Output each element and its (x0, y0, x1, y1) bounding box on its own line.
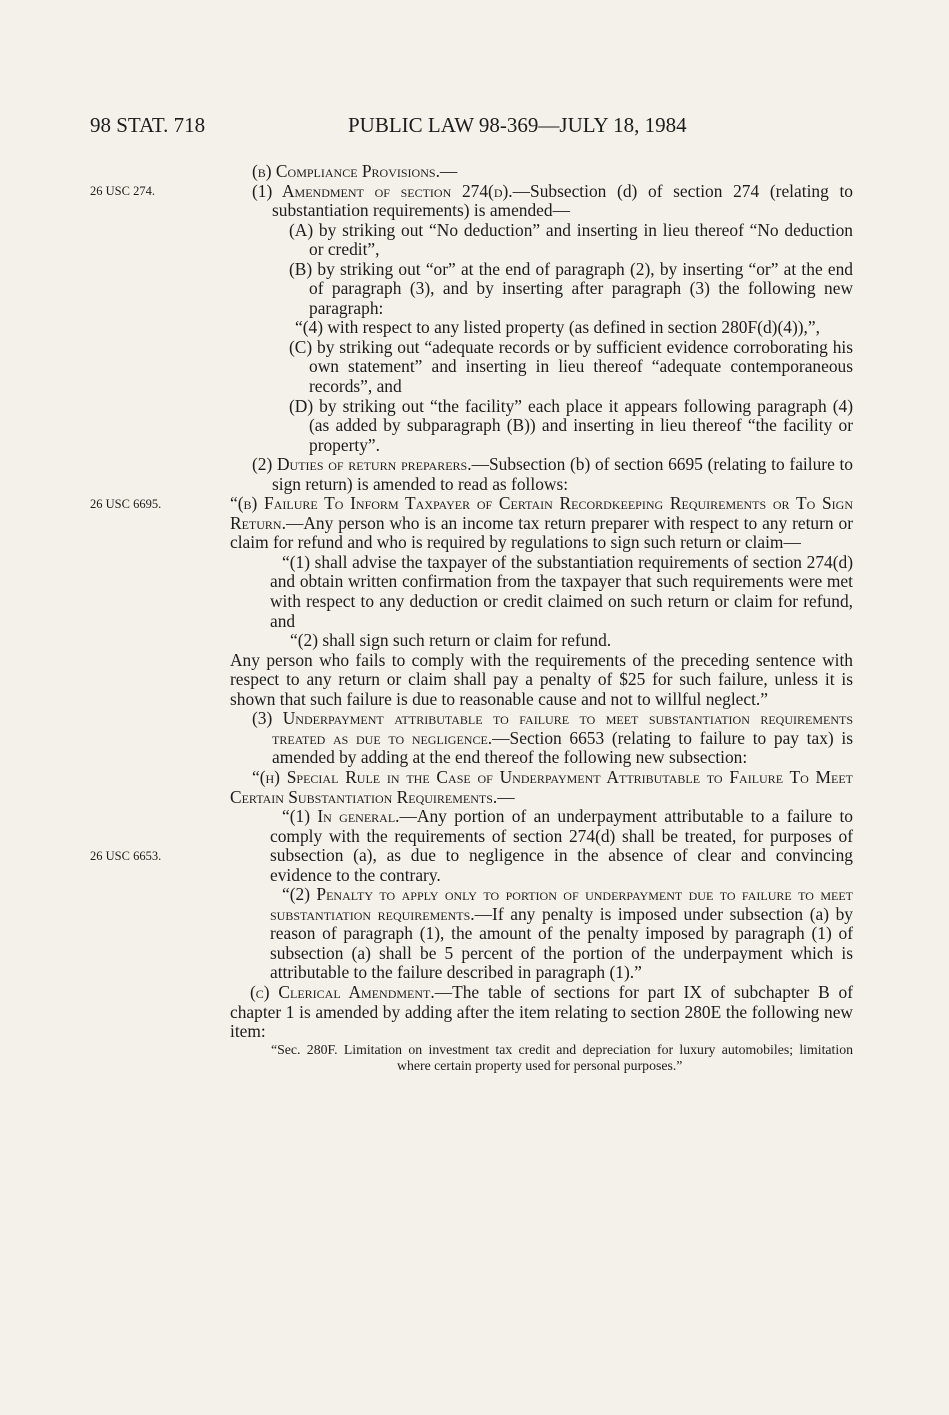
quoted-subsection-h-heading: “(h) Special Rule in the Case of Underpayment Attributable to Failure To Meet Certain Substantiation Requirements. (230, 766, 853, 807)
document-body (232, 162, 853, 1074)
clerical-heading: (c) Clerical Amendment. (250, 981, 435, 1002)
table-of-sections-item-280f: “Sec. 280F. Limitation on investment tax credit and depreciation for luxury automobiles; limitation where certain property used for personal purposes.” (271, 1041, 853, 1073)
clerical-text: —The table of sections for part IX of subchapter B of chapter 1 is amended by adding after the item relating to section 280E the following new item: (230, 981, 853, 1042)
h2-heading: “(2) Penalty to apply only to portion of underpayment due to failure to meet substantiation requirements. (270, 884, 853, 924)
paragraph-1-amendment-274d (232, 182, 853, 221)
stat-page-number: 98 STAT. 718 (90, 113, 206, 137)
quoted-subsection-b (230, 494, 853, 553)
h1-heading: “(1) In general. (282, 806, 400, 827)
quoted-h1-in-general (232, 807, 853, 885)
paragraph-2-heading: (2) Duties of return preparers. (252, 454, 472, 475)
subparagraph-c: (C) by striking out “adequate records or by sufficient evidence corroborating his own statement” and inserting in lieu thereof “adequate contemporaneous records”, and (289, 336, 853, 397)
subparagraph-d: (D) by striking out “the facility” each place it appears following paragraph (4) (as added by subparagraph (B)) and inserting in lieu thereof “the facility or property”. (289, 395, 853, 455)
quoted-paragraph-4: “(4) with respect to any listed property (as defined in section 280F(d)(4)),”, (295, 317, 820, 338)
quoted-subsection-h (230, 768, 853, 807)
quoted-item-1-advise-taxpayer: “(1) shall advise the taxpayer of the substantiation requirements of section 274(d) and obtain written confirmation from the taxpayer that such requirements were met with respect to any deduction or credit claimed on such return or claim for refund, and (270, 551, 853, 631)
clerical-amendment (230, 983, 853, 1042)
paragraph-2-duties-of-preparers (232, 455, 853, 494)
paragraph-1-text: —Subsection (d) of section 274 (relating to substantiation requirements) is amended— (272, 180, 853, 221)
paragraph-3-underpayment (232, 709, 853, 768)
margin-note-6653: 26 USC 6653. (90, 849, 162, 863)
paragraph-1-heading: (1) Amendment of section 274(d). (252, 180, 513, 201)
compliance-provisions-heading (232, 162, 853, 182)
quoted-h2-penalty (232, 885, 853, 983)
quoted-subsection-h-dash: — (497, 786, 515, 807)
subparagraph-a: (A) by striking out “No deduction” and inserting in lieu thereof “No deduction or credit”, (289, 219, 853, 260)
page-header (90, 113, 850, 143)
margin-note-6695: 26 USC 6695. (90, 497, 162, 511)
public-law-title: PUBLIC LAW 98-369—JULY 18, 1984 (348, 113, 687, 137)
margin-note-274: 26 USC 274. (90, 184, 155, 198)
quoted-subsection-b-heading: “(b) Failure To Inform Taxpayer of Certain Recordkeeping Requirements or To Sign Return. (230, 493, 853, 533)
quoted-subsection-b-text: —Any person who is an income tax return preparer with respect to any return or claim for refund and who is required by regulations to sign such return or claim— (230, 512, 853, 553)
paragraph-2-text: —Subsection (b) of section 6695 (relating to failure to sign return) is amended to read as follows: (272, 454, 854, 494)
h2-text: —If any penalty is imposed under subsection (a) by reason of paragraph (1), the amount of the penalty imposed by paragraph (1) of subsection (a) shall be 5 percent of the portion of the underpayment which is attributable to the failure described in paragraph (1).” (270, 903, 853, 983)
quoted-item-2-sign-return: “(2) shall sign such return or claim for refund. (290, 630, 612, 651)
any-person-penalty-text: Any person who fails to comply with the requirements of the preceding sentence with respect to any return or claim shall pay a penalty of $25 for such failure, unless it is shown that such failure is due to reasonable cause and not to willful neglect.” (230, 649, 853, 709)
subparagraph-b: (B) by striking out “or” at the end of paragraph (2), by inserting “or” at the end of paragraph (3), and by inserting after paragraph (3) the following new paragraph: (289, 258, 853, 318)
heading-text: (b) Compliance Provisions.— (252, 161, 458, 181)
paragraph-3-text: —Section 6653 (relating to failure to pay tax) is amended by adding at the end thereof the following new subsection: (272, 727, 853, 768)
h1-text: —Any portion of an underpayment attributable to a failure to comply with the requirements of section 274(d) shall be treated, for purposes of subsection (a), as due to negligence in the absence of clear and convincing evidence to the contrary. (270, 806, 853, 885)
paragraph-3-heading: (3) Underpayment attributable to failure to meet substantiation requirements treated as due to negligence. (252, 708, 853, 748)
